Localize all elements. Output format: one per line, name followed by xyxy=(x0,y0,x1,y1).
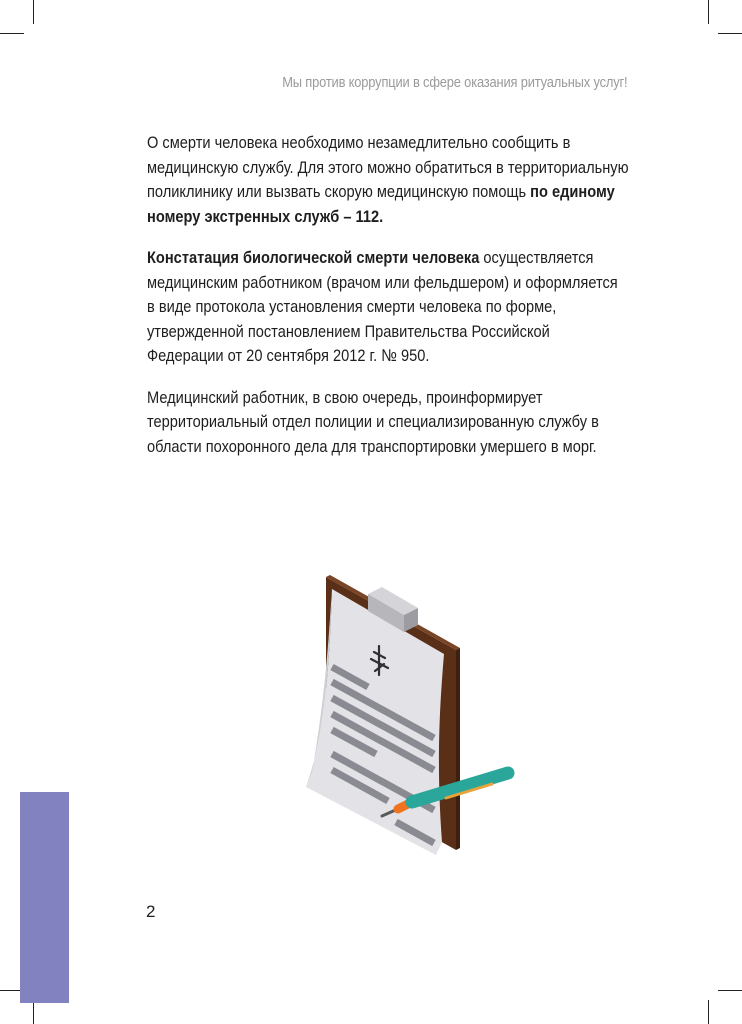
paragraph-2-bold: Констатация биологической смерти человека xyxy=(147,248,480,267)
crop-mark xyxy=(718,990,742,991)
crop-mark xyxy=(708,1000,709,1024)
main-text xyxy=(147,131,629,476)
crop-mark xyxy=(718,33,742,34)
crop-mark xyxy=(708,0,709,24)
paragraph-3-text: Медицинский работник, в свою очередь, проинформирует территориальный отдел полиции и специализированную службу в области похоронного дела для транспортировки умершего в морг. xyxy=(147,387,599,456)
paragraph-2 xyxy=(147,246,629,369)
paragraph-1-bold: по единому номеру экстренных служб – 112. xyxy=(147,182,615,226)
running-header: Мы против коррупции в сфере оказания ритуальных услуг! xyxy=(281,74,627,91)
crop-mark xyxy=(33,1000,34,1024)
paragraph-1-text: О смерти человека необходимо незамедлительно сообщить в медицинскую службу. Для этого можно обратиться в территориальную поликлинику или вызвать скорую медицинскую помощь xyxy=(147,133,629,201)
clipboard-document-with-pen-icon xyxy=(296,572,526,872)
paragraph-3 xyxy=(147,386,629,460)
paragraph-1 xyxy=(147,131,629,229)
paragraph-2-text: осуществляется медицинским работником (врачом или фельдшером) и оформляется в виде протокола установления смерти человека по форме, утвержденной постановлением Правительства Российской Федерации от 20 сентября 2012 г. № 950. xyxy=(147,248,618,365)
accent-side-bar xyxy=(20,792,69,1003)
page-number: 2 xyxy=(146,902,156,921)
crop-mark xyxy=(0,33,24,34)
crop-mark xyxy=(33,0,34,24)
